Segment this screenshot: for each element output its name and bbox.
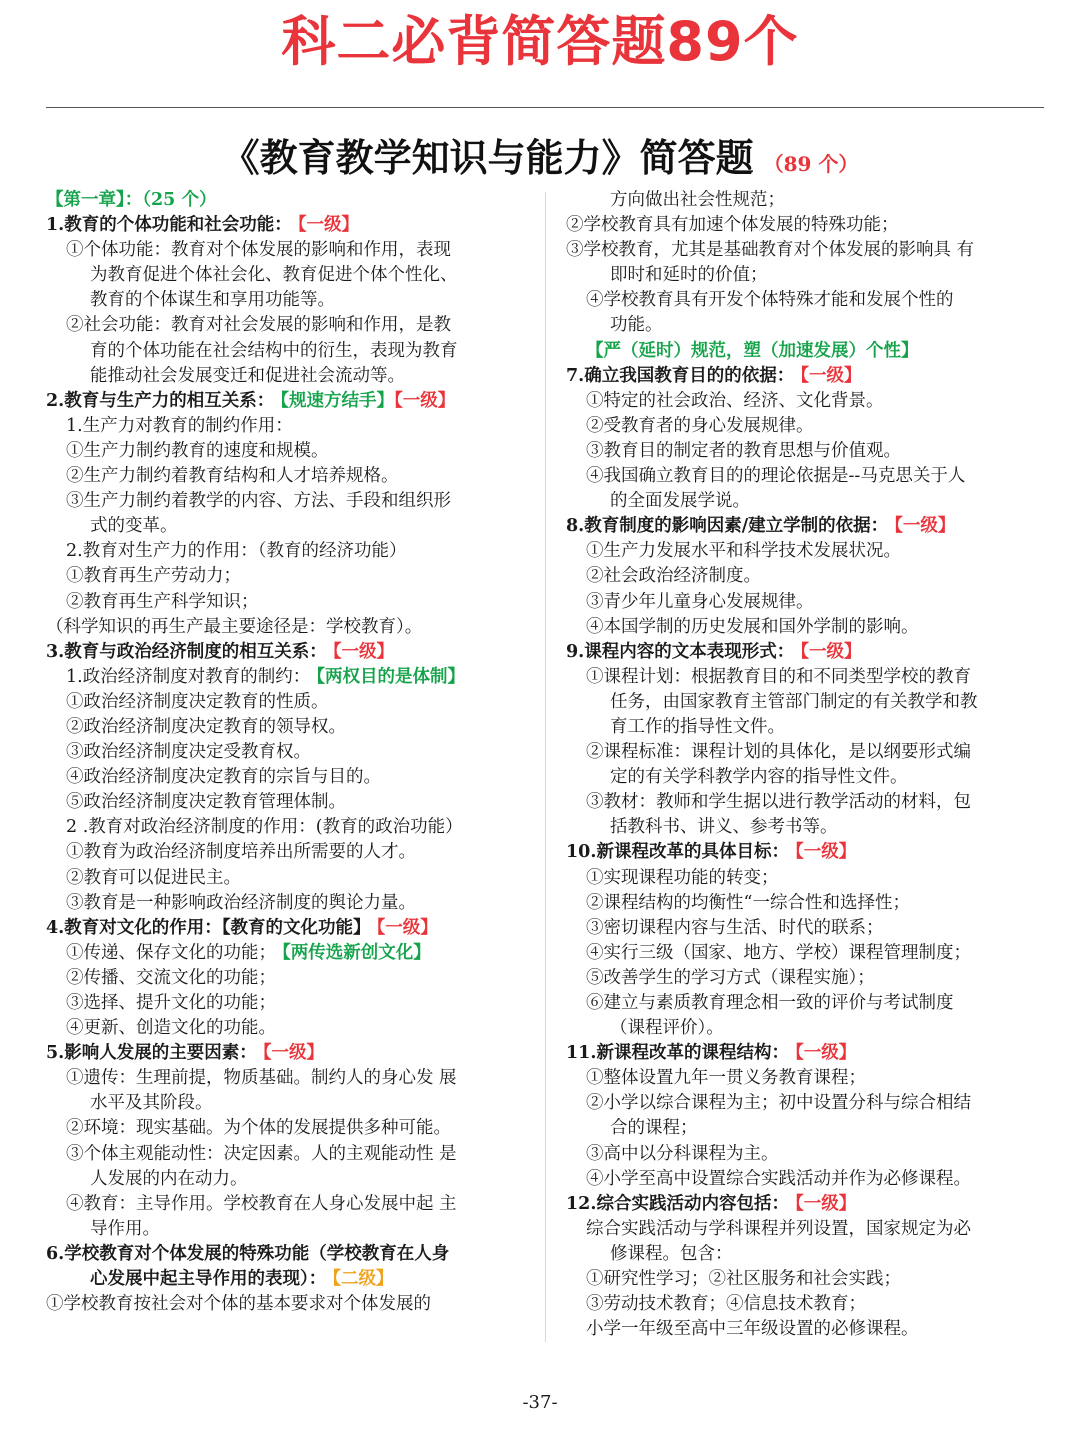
line-text: 定的有关学科教学内容的指导性文件。 [610, 767, 908, 788]
text-line [46, 564, 530, 589]
text-line [46, 1116, 530, 1141]
text-line [566, 539, 1048, 564]
page-number: -37- [522, 1392, 558, 1413]
line-text: ②教育再生产科学知识； [66, 591, 259, 612]
text-line [46, 489, 530, 514]
line-text: 12.综合实践活动内容包括： [566, 1193, 789, 1214]
line-text: ①课程计划：根据教育目的和不同类型学校的教育 [586, 666, 971, 687]
line-text: 1.生产力对教育的制约作用： [66, 415, 293, 436]
text-line [46, 1091, 530, 1116]
text-line [566, 966, 1048, 991]
text-line [46, 715, 530, 740]
line-text: ②社会政治经济制度。 [586, 566, 761, 587]
text-line [566, 389, 1048, 414]
banner-title: 科二必背简答题89个 [281, 10, 799, 73]
text-line [566, 439, 1048, 464]
line-text: ②课程标准：课程计划的具体化，是以纲要形式编 [586, 742, 971, 763]
text-line [46, 840, 530, 865]
line-text: 4.教育对文化的作用：【教育的文化功能】 [46, 917, 371, 938]
level-tag: 【二级】 [332, 1269, 394, 1290]
question-heading [566, 640, 1048, 665]
text-line [46, 464, 530, 489]
question-heading [46, 389, 530, 414]
line-text: 2 .教育对政治经济制度的作用：(教育的政治功能） [66, 817, 463, 838]
line-text: ④我国确立教育目的的理论依据是--马克思关于人 [586, 466, 966, 487]
line-text: ①特定的社会政治、经济、文化背景。 [586, 390, 884, 411]
text-line [566, 238, 1048, 263]
text-line [566, 665, 1048, 690]
text-line [566, 740, 1048, 765]
line-text: ③教育目的制定者的教育思想与价值观。 [586, 440, 901, 461]
line-text: ④实行三级（国家、地方、学校）课程管理制度； [586, 942, 971, 963]
text-line [46, 339, 530, 364]
line-text: 8.教育制度的影响因素/建立学制的依据： [566, 516, 889, 537]
line-text: ①传递、保存文化的功能； [66, 942, 276, 963]
line-text: ①遗传：生理前提，物质基础。制约人的身心发 展 [66, 1068, 457, 1089]
text-line [46, 313, 530, 338]
line-text: ②生产力制约着教育结构和人才培养规格。 [66, 466, 399, 487]
level-tag: 【一级】 [262, 1043, 325, 1064]
line-text: 心发展中起主导作用的表现）： [90, 1269, 327, 1290]
text-line [566, 339, 1048, 364]
text-line [566, 715, 1048, 740]
text-line [566, 313, 1048, 338]
level-tag: 【一级】 [894, 516, 956, 537]
question-heading [46, 916, 530, 941]
line-text: ③教育是一种影响政治经济制度的舆论力量。 [66, 892, 416, 913]
text-line [566, 1267, 1048, 1292]
level-tag: 【一级】 [800, 641, 862, 662]
line-text: ④学校教育具有开发个体特殊才能和发展个性的 [586, 290, 954, 311]
column-divider [545, 192, 546, 1342]
level-tag: 【两传选新创文化】 [282, 942, 431, 963]
line-text: 任务，由国家教育主管部门制定的有关教学和教 [610, 691, 978, 712]
text-line [46, 1192, 530, 1217]
line-text: ③高中以分科课程为主。 [586, 1143, 779, 1164]
text-line [566, 590, 1048, 615]
line-text: ④教育：主导作用。学校教育在人身心发展中起 主 [66, 1193, 457, 1214]
text-line [566, 1242, 1048, 1267]
text-line [566, 690, 1048, 715]
text-line [566, 1066, 1048, 1091]
line-text: 9.课程内容的文本表现形式： [566, 641, 795, 662]
line-text: 5.影响人发展的主要因素： [46, 1043, 257, 1064]
line-text: ②受教育者的身心发展规律。 [586, 415, 814, 436]
line-text: 教育的个体谋生和享用功能等。 [90, 290, 335, 311]
line-text: 【严（延时）规范，塑（加速发展）个性】 [586, 340, 919, 361]
line-text: ③政治经济制度决定受教育权。 [66, 742, 311, 763]
text-line [566, 1142, 1048, 1167]
text-line [46, 439, 530, 464]
line-text: ④本国学制的历史发展和国外学制的影响。 [586, 616, 919, 637]
level-tag: 【一级】 [800, 365, 862, 386]
level-tag: 【两权目的是体制】 [316, 666, 465, 687]
line-text: 综合实践活动与学科课程并列设置，国家规定为必 [586, 1218, 971, 1239]
level-tag: 【一级】 [794, 1193, 857, 1214]
line-text: ④小学至高中设置综合实践活动并作为必修课程。 [586, 1168, 971, 1189]
line-text: 3.教育与政治经济制度的相互关系： [46, 641, 327, 662]
line-text: ②环境：现实基础。为个体的发展提供多种可能。 [66, 1118, 451, 1139]
line-text: 能推动社会发展变迁和促进社会流动等。 [90, 365, 405, 386]
text-line [46, 238, 530, 263]
line-text: 1.政治经济制度对教育的制约： [66, 666, 311, 687]
line-text: ⑥建立与素质教育理念相一致的评价与考试制度 [586, 993, 954, 1013]
line-text: ③生产力制约着教学的内容、方法、手段和组织形 [66, 491, 451, 512]
text-line [46, 941, 530, 966]
text-line [46, 615, 530, 640]
text-line [566, 991, 1048, 1016]
text-line [46, 1142, 530, 1167]
text-line [46, 1167, 530, 1192]
level-tag: 【规速方结手】 [280, 390, 395, 411]
level-tag: 【一级】 [794, 842, 857, 863]
text-line [46, 815, 530, 840]
line-text: 小学一年级至高中三年级设置的必修课程。 [586, 1319, 919, 1340]
text-line [566, 1167, 1048, 1192]
level-tag: 【一级】 [394, 390, 456, 411]
line-text: ①学校教育按社会对个体的基本要求对个体发展的 [46, 1294, 431, 1315]
level-tag: 【一级】 [297, 215, 360, 236]
line-text: 即时和延时的价值； [610, 265, 768, 286]
text-line [46, 1292, 530, 1317]
question-heading [46, 1267, 530, 1292]
line-text: 人发展的内在动力。 [90, 1168, 248, 1189]
text-line [566, 213, 1048, 238]
text-line [46, 1016, 530, 1041]
text-line [46, 188, 530, 213]
line-text: ②社会功能：教育对社会发展的影响和作用，是教 [66, 315, 451, 336]
line-text: 6.学校教育对个体发展的特殊功能（学校教育在人身 [46, 1243, 450, 1264]
line-text: ⑤改善学生的学习方式（课程实施）； [586, 967, 875, 988]
text-line [566, 615, 1048, 640]
line-text: ①生产力制约教育的速度和规模。 [66, 440, 329, 461]
question-heading [566, 514, 1048, 539]
text-line [566, 815, 1048, 840]
text-line [566, 790, 1048, 815]
line-text: ①个体功能：教育对个体发展的影响和作用，表现 [66, 240, 451, 261]
text-line [566, 1116, 1048, 1141]
line-text: 11.新课程改革的课程结构： [566, 1043, 789, 1064]
text-line [566, 1292, 1048, 1317]
line-text: 式的变革。 [90, 516, 178, 537]
line-text: ④政治经济制度决定教育的宗旨与目的。 [66, 767, 381, 788]
line-text: 育的个体功能在社会结构中的衍生，表现为教育 [90, 340, 458, 361]
line-text: 括教科书、讲义、参考书等。 [610, 817, 838, 838]
text-line [46, 1217, 530, 1242]
line-text: （课程评价）。 [610, 1018, 724, 1039]
line-text: ③教材：教师和学生据以进行教学活动的材料，包 [586, 792, 971, 813]
line-text: ④更新、创造文化的功能。 [66, 1018, 276, 1039]
text-line [566, 414, 1048, 439]
line-text: 【第一章】：（25 个） [46, 190, 217, 210]
text-line [566, 916, 1048, 941]
line-text: ①生产力发展水平和科学技术发展状况。 [586, 541, 901, 562]
line-text: ③青少年儿童身心发展规律。 [586, 591, 814, 612]
text-line [566, 866, 1048, 891]
line-text: ③密切课程内容与生活、时代的联系； [586, 917, 884, 938]
question-heading [46, 1242, 530, 1267]
level-tag: 【一级】 [332, 641, 395, 662]
line-text: ③个体主观能动性：决定因素。人的主观能动性 是 [66, 1143, 457, 1164]
left-column [46, 188, 530, 1317]
line-text: 2.教育对生产力的作用：（教育的经济功能） [66, 541, 407, 562]
line-text: 1.教育的个体功能和社会功能： [46, 215, 292, 236]
question-heading [566, 1192, 1048, 1217]
text-line [566, 564, 1048, 589]
line-text: ②政治经济制度决定教育的领导权。 [66, 716, 346, 737]
text-line [46, 539, 530, 564]
line-text: 2.教育与生产力的相互关系： [46, 390, 275, 411]
text-line [46, 991, 530, 1016]
line-text: 为教育促进个体社会化、教育促进个体个性化、 [90, 265, 458, 286]
line-text: 合的课程； [610, 1118, 698, 1139]
line-text: ③选择、提升文化的功能； [66, 993, 276, 1013]
document-title-text: 《教育教学知识与能力》简答题 [221, 135, 754, 180]
right-column [566, 188, 1048, 1342]
line-text: ①实现课程功能的转变； [586, 867, 779, 888]
text-line [566, 288, 1048, 313]
line-text: ②教育可以促进民主。 [66, 867, 241, 888]
line-text: ①政治经济制度决定教育的性质。 [66, 691, 329, 712]
text-line [566, 891, 1048, 916]
line-text: ③学校教育，尤其是基础教育对个体发展的影响具 有 [566, 240, 975, 261]
text-line [566, 1217, 1048, 1242]
line-text: 的全面发展学说。 [610, 491, 750, 512]
text-line [46, 740, 530, 765]
line-text: 育工作的指导性文件。 [610, 716, 785, 737]
level-tag: 【一级】 [376, 917, 438, 938]
text-line [566, 1016, 1048, 1041]
text-line [566, 464, 1048, 489]
line-text: ③劳动技术教育；④信息技术教育； [586, 1294, 866, 1315]
line-text: ②学校教育具有加速个体发展的特殊功能； [566, 215, 899, 236]
text-line [566, 1317, 1048, 1342]
question-count: （89 个） [763, 152, 859, 176]
line-text: ⑤政治经济制度决定教育管理体制。 [66, 792, 346, 813]
text-line [566, 188, 1048, 213]
text-line [46, 414, 530, 439]
text-line [46, 966, 530, 991]
line-text: 修课程。包含： [610, 1243, 733, 1264]
text-line [566, 941, 1048, 966]
line-text: ②课程结构的均衡性“一综合性和选择性； [586, 892, 910, 913]
text-line [566, 263, 1048, 288]
question-heading [566, 1041, 1048, 1066]
question-heading [566, 840, 1048, 865]
text-line [46, 690, 530, 715]
line-text: ①整体设置九年一贯义务教育课程； [586, 1068, 866, 1089]
line-text: ①教育为政治经济制度培养出所需要的人才。 [66, 842, 416, 863]
line-text: 10.新课程改革的具体目标： [566, 842, 789, 863]
text-line [46, 514, 530, 539]
text-line [46, 765, 530, 790]
text-line [46, 263, 530, 288]
text-line [46, 866, 530, 891]
line-text: 导作用。 [90, 1218, 160, 1239]
question-heading [46, 1041, 530, 1066]
divider [46, 107, 1044, 108]
line-text: ②传播、交流文化的功能； [66, 967, 276, 988]
text-line [566, 1091, 1048, 1116]
text-line [46, 364, 530, 389]
text-line [46, 288, 530, 313]
text-line [566, 765, 1048, 790]
line-text: ①教育再生产劳动力； [66, 566, 241, 587]
text-line [46, 590, 530, 615]
line-text: ②小学以综合课程为主；初中设置分科与综合相结 [586, 1093, 971, 1114]
text-line [46, 1066, 530, 1091]
line-text: 水平及其阶段。 [90, 1093, 213, 1114]
question-heading [566, 364, 1048, 389]
text-line [46, 891, 530, 916]
question-heading [46, 640, 530, 665]
document-title [0, 128, 1080, 194]
line-text: （科学知识的再生产最主要途径是：学校教育）。 [46, 616, 423, 637]
question-heading [46, 213, 530, 238]
text-line [46, 665, 530, 690]
text-line [46, 790, 530, 815]
line-text: 功能。 [610, 315, 663, 336]
text-line [566, 489, 1048, 514]
line-text: ①研究性学习；②社区服务和社会实践； [586, 1269, 901, 1290]
line-text: 方向做出社会性规范； [610, 190, 785, 210]
level-tag: 【一级】 [794, 1043, 857, 1064]
line-text: 7.确立我国教育目的的依据： [566, 365, 795, 386]
